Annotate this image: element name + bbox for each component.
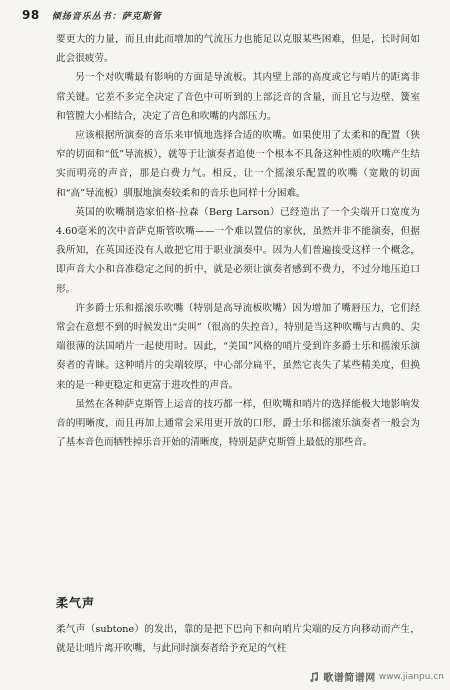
paragraph-4: 英国的吹嘴制造家伯格·拉森（Berg Larson）已经造出了一个尖端开口宽度为4.60毫米的次中音萨克斯管吹嘴——一个难以置信的家伙，虽然并非不能演奏，但据我所知，在英国还没有人敢把它用于职业演奏中。因为人们普遍接受这样一个概念，即声音大小和音准稳定之间的折中，就是必须让演奏者感到不费力，不过分地压迫口形。 — [56, 206, 420, 295]
paragraph-6: 虽然在各种萨克斯管上运音的技巧都一样，但吹嘴和哨片的选择能极大地影响发音的明晰度，而且再加上通常会采用更开放的口形，爵士乐和摇滚乐演奏者一般会为了基本音色而牺牲掉乐音开始的清晰度，特别是萨克斯管上最低的那些音。 — [56, 398, 420, 449]
section-body — [56, 620, 420, 658]
page-number: 98 — [22, 8, 40, 22]
paragraph-3: 应该根据所演奏的音乐来审慎地选择合适的吹嘴。如果使用了太柔和的配置（狭窄的切面和“低”导流板），就等于让演奏者追使一个根本不具备这种性质的吹嘴产生结实而明亮的声音，那是白费力气。相反，让一个摇滚乐配置的吹嘴（宽敞的切面和“高”导流板）驯服地演奏较柔和的音乐也同样十分困难。 — [56, 130, 420, 199]
body-text — [56, 30, 420, 452]
paragraph-5: 许多爵士乐和摇滚乐吹嘴（特别是高导流板吹嘴）因为增加了嘴唇压力，它们经常会在意想不到的时候发出“尖叫”（很高的失控音），特别是当这种吹嘴与古典的、尖端很薄的法国哨片一起使用时。因此，“美国”风格的哨片受到许多爵士乐和摇滚乐演奏者的青睐。这种哨片的尖端较厚，中心部分扁平，虽然它丧失了某些精美度，但换来的是一种更稳定和更富于进攻性的声音。 — [56, 302, 420, 391]
page-header — [22, 8, 422, 28]
paragraph-2: 另一个对吹嘴最有影响的方面是导流板。其内壁上部的高度或它与哨片的距离非常关键。它差不多完全决定了音色中可听到的上部泛音的含量，而且它与边壁、簧室和管膛大小相结合，决定了音色和吹嘴的内部压力。 — [56, 72, 420, 122]
watermark — [308, 669, 444, 684]
paragraph-1: 要更大的力量，而且由此而增加的气流压力也能足以克服某些困难，但是，长时间如此会很疲劳。 — [56, 34, 420, 65]
section-heading: 柔气声 — [56, 596, 96, 610]
music-note-icon — [308, 671, 320, 683]
watermark-url: www.jianpu.cn — [378, 671, 444, 682]
running-head: 倾扬音乐丛书：萨克斯管 — [51, 12, 162, 22]
watermark-label: 歌谱简谱网 — [323, 673, 376, 684]
section-paragraph: 柔气声（subtone）的发出，靠的是把下巴向下和向哨片尖端的反方向移动而产生，就是让哨片离开吹嘴，与此同时演奏者给予充足的气柱 — [56, 624, 420, 655]
